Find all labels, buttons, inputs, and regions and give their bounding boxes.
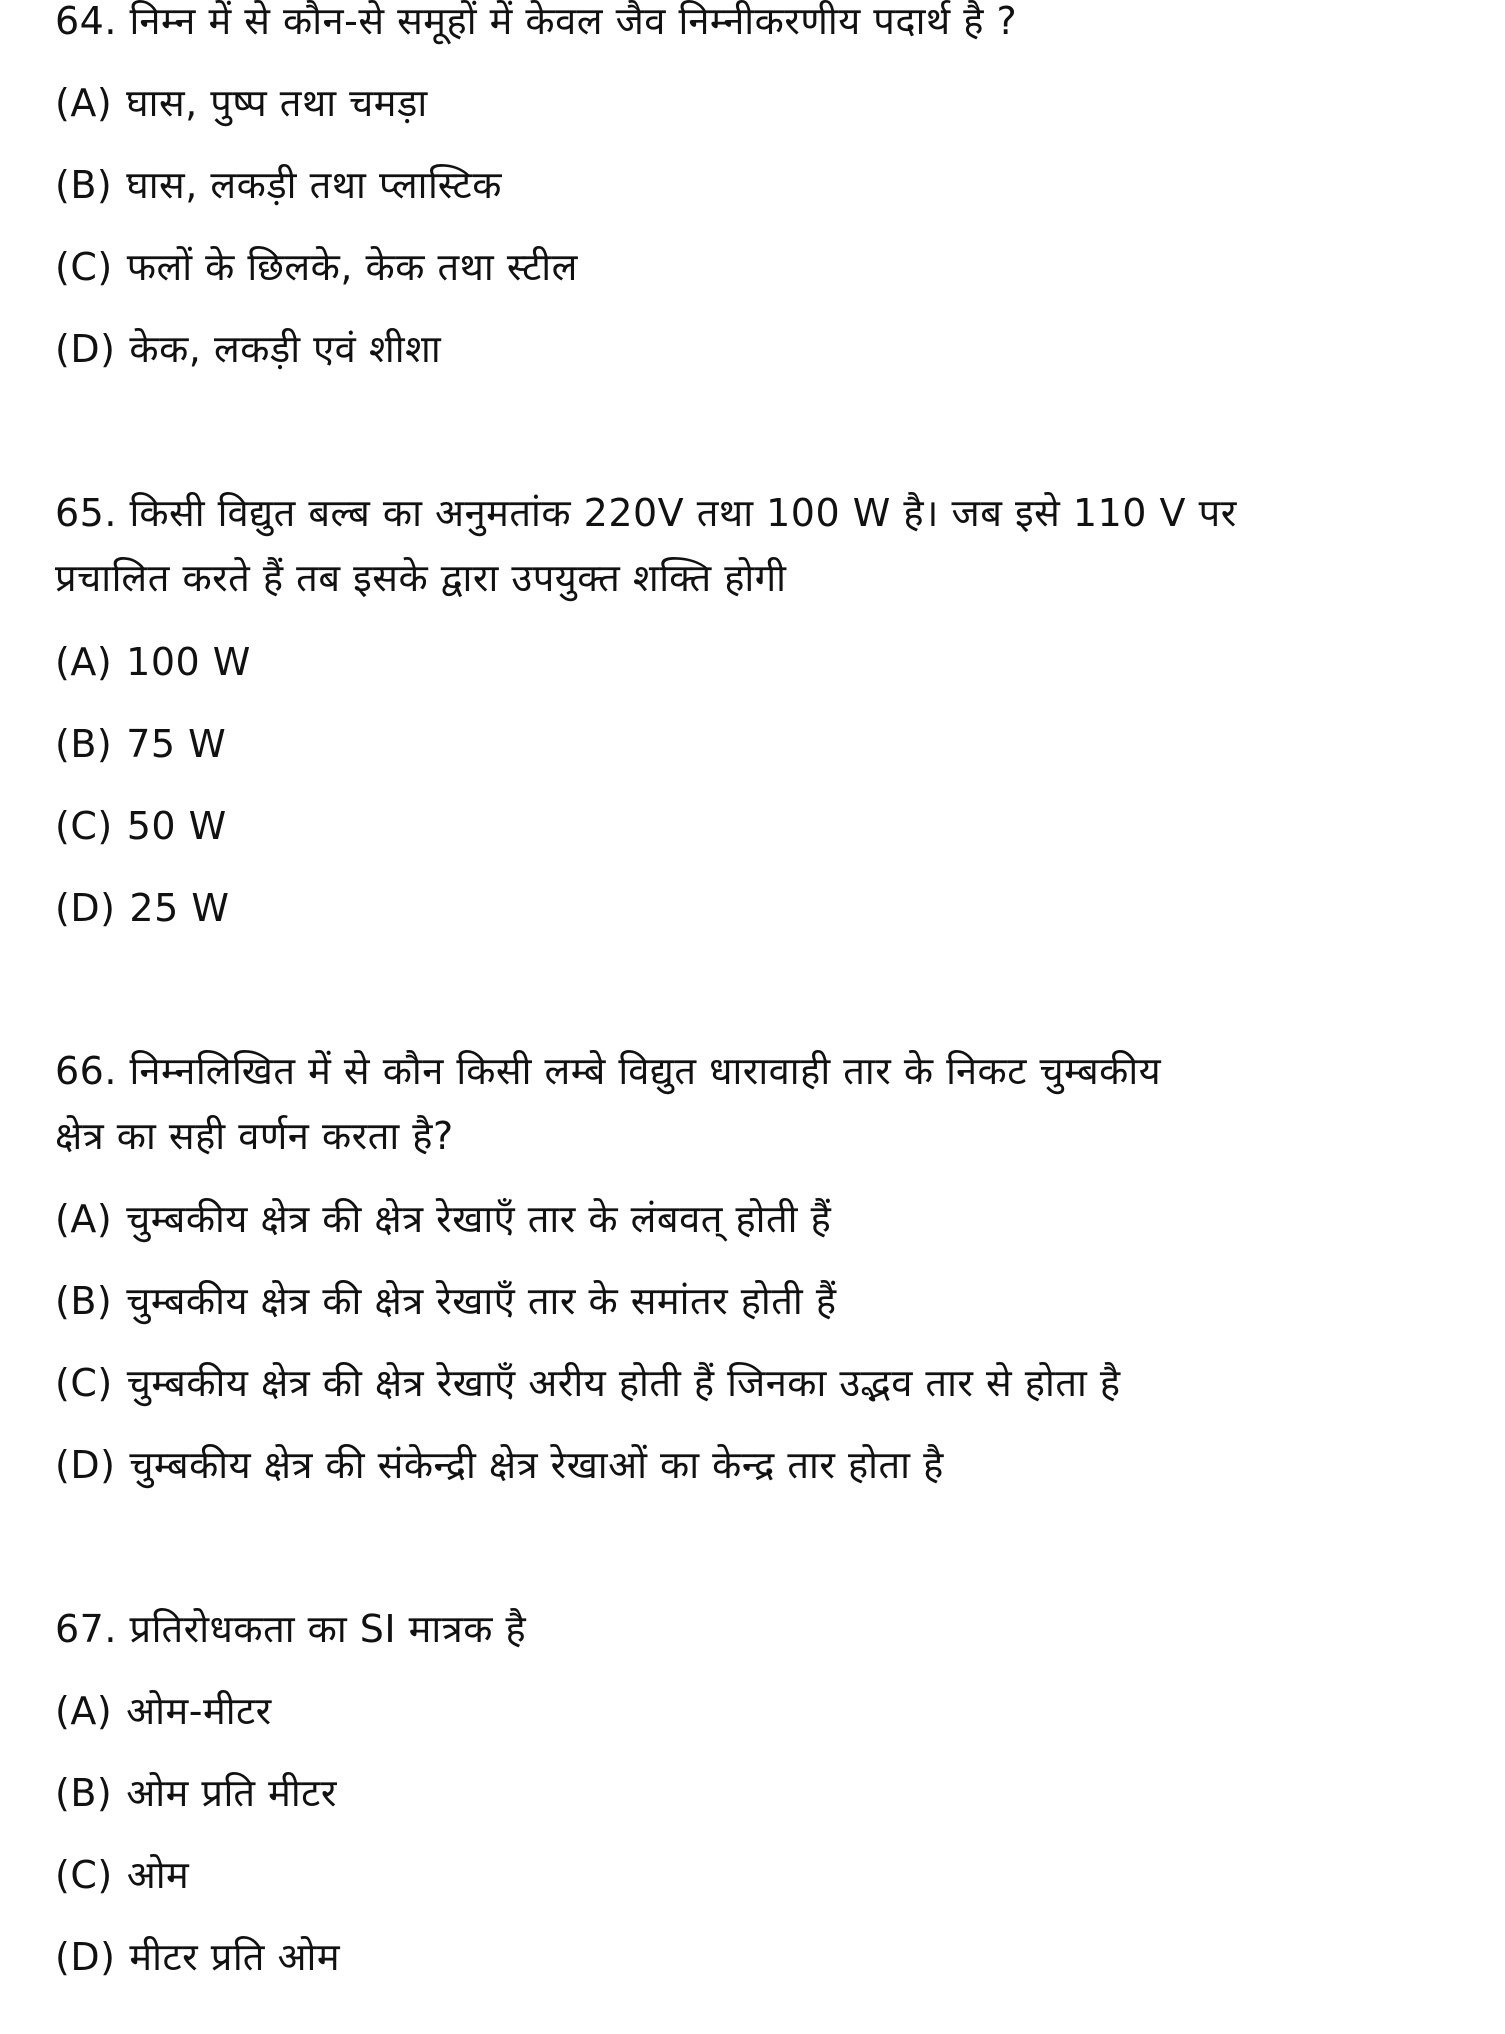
option-label: (D): [55, 327, 116, 371]
option-label: (C): [55, 1853, 113, 1897]
option-text: ओम प्रति मीटर: [126, 1771, 337, 1815]
question-text-continued: [55, 1111, 454, 1161]
option-text: चुम्बकीय क्षेत्र की संकेन्द्री क्षेत्र रेखाओं का केन्द्र तार होता है: [129, 1443, 944, 1487]
question-text: [55, 1604, 526, 1654]
option-a: [55, 1686, 272, 1736]
option-text: ओम: [126, 1853, 190, 1897]
option-text: 50 W: [126, 804, 227, 848]
question-number: 65.: [55, 491, 117, 535]
option-label: (C): [55, 1361, 113, 1405]
option-text: चुम्बकीय क्षेत्र की क्षेत्र रेखाएँ अरीय होती हैं जिनका उद्भव तार से होता है: [126, 1361, 1121, 1405]
question-line: प्रचालित करते हैं तब इसके द्वारा उपयुक्त शक्ति होगी: [55, 556, 787, 600]
option-c: [55, 1358, 1121, 1408]
option-c: [55, 801, 227, 851]
option-label: (D): [55, 886, 116, 930]
option-text: ओम-मीटर: [126, 1689, 272, 1733]
option-text: चुम्बकीय क्षेत्र की क्षेत्र रेखाएँ तार के समांतर होती हैं: [126, 1279, 837, 1323]
option-label: (B): [55, 722, 113, 766]
question-text: [55, 0, 1017, 46]
option-text: चुम्बकीय क्षेत्र की क्षेत्र रेखाएँ तार के लंबवत् होती हैं: [126, 1197, 832, 1241]
option-label: (C): [55, 245, 113, 289]
option-b: [55, 1276, 837, 1326]
option-a: [55, 78, 428, 128]
option-label: (D): [55, 1935, 116, 1979]
option-label: (B): [55, 1771, 113, 1815]
option-d: [55, 324, 441, 374]
option-text: 75 W: [126, 722, 227, 766]
option-label: (D): [55, 1443, 116, 1487]
option-label: (B): [55, 163, 113, 207]
option-d: [55, 1440, 944, 1490]
question-line: किसी विद्युत बल्ब का अनुमतांक 220V तथा 100 W है। जब इसे 110 V पर: [129, 491, 1237, 535]
option-text: फलों के छिलके, केक तथा स्टील: [126, 245, 578, 289]
question-number: 64.: [55, 0, 117, 43]
option-label: (B): [55, 1279, 113, 1323]
option-c: [55, 1850, 189, 1900]
option-b: [55, 160, 502, 210]
option-label: (A): [55, 640, 113, 684]
option-label: (C): [55, 804, 113, 848]
question-text-continued: [55, 553, 786, 603]
option-label: (A): [55, 1689, 113, 1733]
option-text: 25 W: [129, 886, 230, 930]
option-text: घास, पुष्प तथा चमड़ा: [126, 81, 428, 125]
option-d: [55, 1932, 340, 1982]
option-label: (A): [55, 81, 113, 125]
question-text: [55, 1046, 1161, 1096]
option-text: 100 W: [126, 640, 251, 684]
option-text: घास, लकड़ी तथा प्लास्टिक: [126, 163, 502, 207]
question-line: क्षेत्र का सही वर्णन करता है?: [55, 1114, 454, 1158]
option-a: [55, 637, 251, 687]
question-line: निम्नलिखित में से कौन किसी लम्बे विद्युत धारावाही तार के निकट चुम्बकीय: [129, 1049, 1162, 1093]
question-number: 67.: [55, 1607, 117, 1651]
option-a: [55, 1194, 831, 1244]
option-text: मीटर प्रति ओम: [129, 1935, 341, 1979]
option-text: केक, लकड़ी एवं शीशा: [129, 327, 442, 371]
question-number: 66.: [55, 1049, 117, 1093]
question-text: [55, 488, 1237, 538]
option-d: [55, 883, 229, 933]
option-label: (A): [55, 1197, 113, 1241]
option-b: [55, 1768, 337, 1818]
question-line: निम्न में से कौन-से समूहों में केवल जैव निम्नीकरणीय पदार्थ है ?: [129, 0, 1018, 43]
option-b: [55, 719, 226, 769]
option-c: [55, 242, 578, 292]
question-line: प्रतिरोधकता का SI मात्रक है: [129, 1607, 527, 1651]
